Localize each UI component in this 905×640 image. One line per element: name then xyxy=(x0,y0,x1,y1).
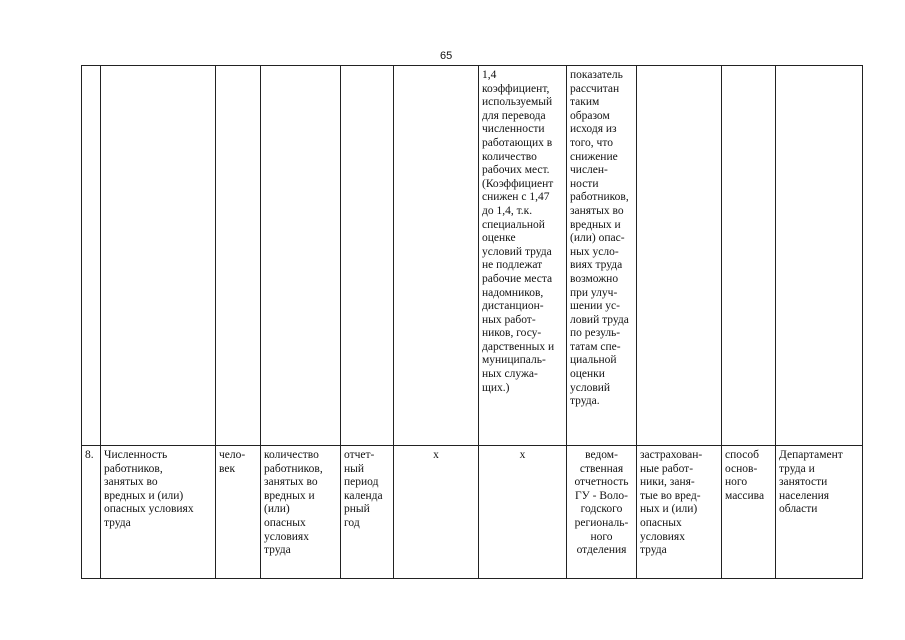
cell-indicator-note: показатель рассчитан таким образом исходя из того, что снижение числен- ности работников, занятых во вредных и (или) опас- ных усло- виях труда возможно при улуч- шении ус- ловий труда по резуль- татам спе- циальной оценки условий труда. xyxy=(567,66,637,446)
page-number: 65 xyxy=(440,50,453,62)
cell-col6 xyxy=(394,66,479,446)
cell-indicator-name xyxy=(101,66,216,446)
cell-responsible: Департамент труда и занятости населения области xyxy=(776,446,863,579)
cell-definition xyxy=(261,66,341,446)
cell-object xyxy=(637,66,722,446)
indicator-table xyxy=(81,65,863,579)
cell-method xyxy=(722,66,776,446)
cell-source: ведом- ственная отчетность ГУ - Воло- годского региональ- ного отделения xyxy=(567,446,637,579)
cell-number xyxy=(82,66,101,446)
cell-unit: чело- век xyxy=(216,446,261,579)
cell-period xyxy=(341,66,394,446)
cell-period: отчет- ный период календа рный год xyxy=(341,446,394,579)
cell-col7: х xyxy=(479,446,567,579)
cell-coefficient: 1,4 коэффициент, используемый для перевода численности работающих в количество рабочих мест. (Коэффициент снижен с 1,47 до 1,4, т.к. специальной оценке условий труда не подлежат рабочие места надомников, дистанцион- ных работ- ников, госу- дарственных и муниципаль- ных служа- щих.) xyxy=(479,66,567,446)
cell-definition: количество работников, занятых во вредных и (или) опасных условиях труда xyxy=(261,446,341,579)
cell-unit xyxy=(216,66,261,446)
cell-number: 8. xyxy=(82,446,101,579)
cell-col6: х xyxy=(394,446,479,579)
cell-responsible xyxy=(776,66,863,446)
cell-method: способ основ- ного массива xyxy=(722,446,776,579)
cell-object: застрахован- ные работ- ники, заня- тые во вред- ных и (или) опасных условиях труда xyxy=(637,446,722,579)
cell-indicator-name: Численность работников, занятых во вредных и (или) опасных условиях труда xyxy=(101,446,216,579)
table-row xyxy=(82,66,863,446)
table-row xyxy=(82,446,863,579)
